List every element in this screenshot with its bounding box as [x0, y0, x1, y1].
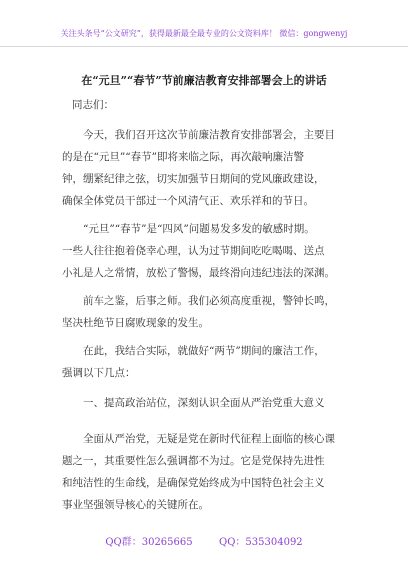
paragraph-line: 和纯洁性的生命线，是确保党始终成为中国特色社会主义	[62, 477, 325, 489]
paragraph-line: 确保全体党员干部过一个风清气正、欢乐祥和的节日。	[62, 195, 314, 207]
paragraph-3	[62, 290, 362, 334]
paragraph-line: 钟，绷紧纪律之弦，切实加强节日期间的党风廉政建设，	[62, 173, 325, 185]
paragraph-4	[62, 340, 362, 384]
paragraph-2	[62, 218, 362, 284]
header-divider	[0, 46, 408, 47]
paragraph-line: 的是在“元旦”“春节”即将来临之际，再次敲响廉洁警	[62, 151, 304, 163]
footer-contact	[0, 536, 408, 550]
paragraph-line: 事业坚强领导核心的关键所在。	[62, 499, 209, 511]
section-heading-text: 一、提高政治站位，深刻认识全面从严治党重大意义	[62, 397, 325, 409]
greeting	[62, 94, 362, 116]
document-title: 在“元旦”“春节”节前廉洁教育安排部署会上的讲话	[81, 74, 327, 87]
qq-group-number: 30265665	[141, 537, 193, 548]
paragraph-line: 在此，我结合实际，就做好“两节”期间的廉洁工作，	[62, 345, 325, 357]
paragraph-line: 一些人往往抱着侥幸心理，认为过节期间吃吃喝喝、送点	[62, 245, 325, 257]
paragraph-1	[62, 124, 362, 212]
paragraph-line: 坚决杜绝节日腐败现象的发生。	[62, 317, 209, 329]
paragraph-line: “元旦”“春节”是“四风”问题易发多发的敏感时期。	[62, 223, 315, 235]
header-banner: 关注头条号“公文研究”，获得最新最全最专业的公文资料库！ 微信：gongwenyj	[60, 29, 348, 38]
paragraph-line: 题之一，其重要性怎么强调都不为过。它是党保持先进性	[62, 455, 325, 467]
greeting-text: 同志们：	[72, 99, 114, 111]
paragraph-line: 全面从严治党，无疑是党在新时代征程上面临的核心课	[62, 433, 335, 445]
qq-group-label: QQ群：	[105, 537, 142, 548]
paragraph-line: 小礼是人之常情，放松了警惕，最终滑向违纪违法的深渊。	[62, 267, 335, 279]
paragraph-line: 今天，我们召开这次节前廉洁教育安排部署会，主要目	[62, 129, 335, 141]
qq-label: QQ：	[219, 537, 246, 548]
paragraph-line: 强调以下几点：	[62, 367, 136, 379]
qq-number: 535304092	[245, 537, 303, 548]
paragraph-line: 前车之鉴，后事之师。我们必须高度重视，警钟长鸣，	[62, 295, 335, 307]
section-heading-1	[62, 392, 362, 414]
paragraph-5	[62, 428, 362, 516]
